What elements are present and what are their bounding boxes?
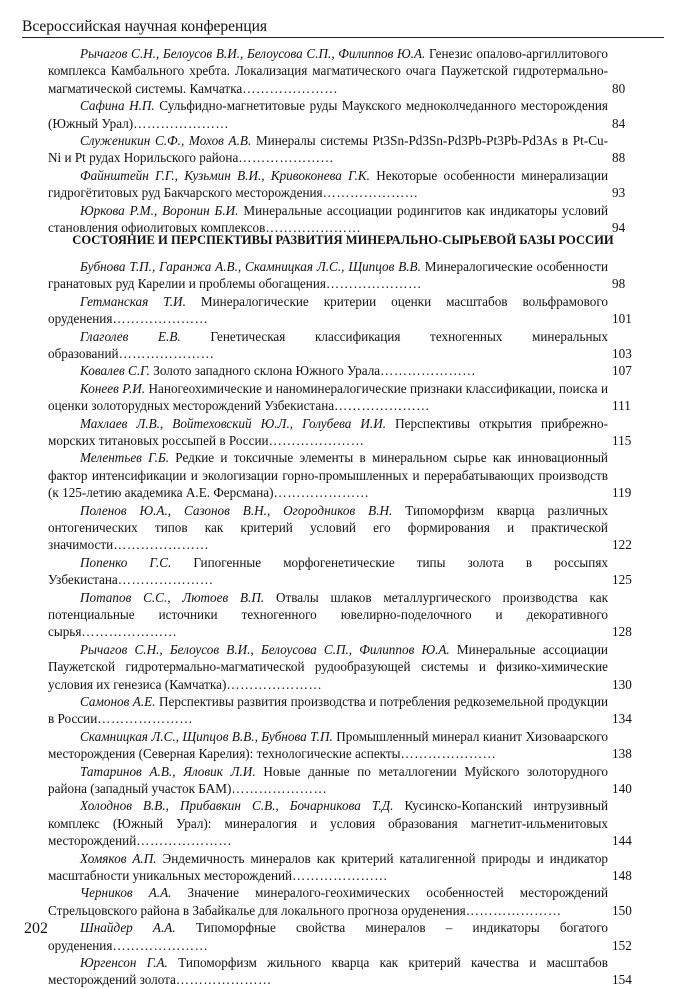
toc-entry-title: Минералогические особенности гранатовых руд Карелии и проблемы обогащения [48, 259, 608, 292]
toc-entry [48, 884, 608, 919]
toc-leader-dots: ………………… [231, 780, 328, 796]
toc-entry-authors: Глаголев Е.В. [80, 328, 181, 344]
toc-entry [48, 850, 608, 885]
section-heading: СОСТОЯНИЕ И ПЕРСПЕКТИВЫ РАЗВИТИЯ МИНЕРАЛЬНО-СЫРЬЕВОЙ БАЗЫ РОССИИ [72, 233, 614, 247]
toc-entry-page: 128 [612, 624, 632, 640]
toc-entry-authors: Шнайдер А.А. [80, 920, 176, 936]
toc-entry-authors: Попенко Г.С. [80, 554, 172, 570]
toc-entry-authors: Ковалев С.Г. [80, 363, 150, 379]
toc-entry-authors: Сафина Н.П. [80, 98, 155, 114]
toc-entry-page: 80 [612, 80, 626, 96]
toc-leader-dots: ………………… [268, 432, 365, 448]
toc-entry-page: 111 [612, 398, 631, 414]
toc-entry-title: Минералогические критерии оценки масштабов вольфрамового оруденения [48, 293, 609, 327]
toc-leader-dots: ………………… [242, 80, 339, 96]
toc-entry-title: Генезис опалово-аргиллитового комплекса Камбального хребта. Локализация магматического очага Паужетской гидротермально-магматической системы. Камчатка [48, 46, 608, 96]
toc-entry-title: Минеральные ассоциации Паужетской гидротермально-магматической рудообразующей системы и физико-химические условия их генезиса (Камчатка) [48, 641, 608, 692]
toc-entry-title: Промышленный минерал кианит Хизоваарского месторождения (Северная Карелия): технологические аспекты [48, 728, 608, 762]
toc-entry-authors: Юргенсон Г.А. [80, 954, 168, 970]
toc-leader-dots: ………………… [117, 572, 214, 588]
toc-entry-authors: Юркова Р.М., Воронин Б.И. [80, 202, 239, 218]
toc-entry-title: Гипогенные морфогенетические типы золота в россыпях Узбекистана [48, 554, 608, 588]
toc-entry-title: Новые данные по металлогении Муйского золоторудного района (западный участок БАМ) [48, 763, 608, 796]
toc-entry-page: 103 [612, 346, 632, 361]
toc-section [48, 258, 608, 989]
toc-leader-dots: ………………… [322, 185, 419, 201]
toc-entry-page: 122 [612, 537, 632, 553]
toc-entry-page: 84 [612, 115, 626, 131]
toc-leader-dots: ………………… [113, 537, 210, 553]
toc-entry-authors: Холоднов В.В., Прибавкин С.В., Бочарникова Т.Д. [80, 798, 394, 814]
toc-leader-dots: ………………… [136, 833, 233, 849]
toc-entry-authors: Махлаев Л.В., Войтеховский Ю.Л., Голубева И.И. [80, 415, 387, 431]
toc-entry-authors: Самонов А.Е. [80, 693, 156, 709]
toc-entry-page: 150 [612, 902, 632, 918]
toc-entry-title: Перспективы развития производства и потребления редкоземельной продукции в России [48, 693, 608, 727]
toc-leader-dots: ………………… [292, 867, 388, 883]
toc-entry-authors: Скамницкая Л.С., Щипцов В.В., Бубнова Т.П. [80, 728, 333, 744]
toc-entry [48, 502, 608, 554]
toc-entry-authors: Мелентьев Г.Б. [80, 450, 170, 466]
toc-entry-title: Некоторые особенности минерализации гидрогётитовых руд Бакчарского месторождения [48, 167, 608, 201]
toc-leader-dots: ………………… [112, 937, 209, 953]
toc-entry-page: 119 [612, 485, 632, 501]
toc-leader-dots: ………………… [465, 902, 562, 918]
toc-entry-title: Отвалы шлаков металлургического производства как потенциальные источники техногенного ювелирно-поделочного и декоративного сырья [48, 589, 609, 640]
toc-entry-page: 115 [612, 433, 632, 448]
toc-entry-page: 94 [612, 220, 626, 235]
toc-entry [48, 954, 608, 989]
toc-entry-authors: Черников А.А. [80, 885, 172, 901]
toc-entry [48, 449, 608, 501]
toc-entry [48, 132, 608, 167]
toc-entry-title: Наногеохимические и наноминералогические признаки классификации, поиска и оценки золоторудных месторождений Узбекистана [48, 380, 608, 414]
toc-entry-page: 154 [612, 972, 632, 988]
toc-entry-authors: Татаринов А.В., Яловик Л.И. [80, 763, 256, 779]
toc-entry-page: 152 [612, 937, 632, 953]
toc-leader-dots: ………………… [175, 972, 272, 988]
toc-entry-authors: Бубнова Т.П., Гаранжа А.В., Скамницкая Л.С., Щипцов В.В. [80, 259, 421, 274]
toc-entry-title: Сульфидно-магнетитовые руды Маукского медноколчеданного месторождения (Южный Урал) [48, 98, 608, 131]
toc-entry-page: 88 [612, 150, 626, 166]
toc-entry-authors: Хомяков А.П. [80, 850, 157, 866]
toc-entry [48, 380, 608, 415]
toc-entry-authors: Конеев Р.И. [80, 380, 146, 396]
toc-entry [48, 362, 608, 379]
toc-entry-title: Эндемичность минералов как критерий каталигенной природы и индикатор масштабности уникальных месторождений [48, 850, 609, 883]
toc-entry [48, 167, 608, 202]
toc-entry-page: 107 [612, 363, 632, 379]
toc-entry-page: 93 [612, 185, 626, 201]
toc-entry [48, 45, 608, 97]
page-number: 202 [24, 920, 48, 937]
toc-entry-authors: Файнштейн Г.Г., Кузьмин В.И., Кривоконева Г.К. [80, 167, 370, 183]
toc-entry-title: Золото западного склона Южного Урала [153, 363, 381, 379]
toc-entry-title: Типоморфные свойства минералов – индикаторы богатого оруденения [48, 920, 609, 953]
toc-leader-dots: ………………… [334, 398, 430, 414]
toc-leader-dots: ………………… [226, 676, 323, 692]
toc-entry-title: Генетическая классификация техногенных минеральных образований [48, 328, 609, 361]
toc-entry-title: Редкие и токсичные элементы в минеральном сырье как инновационный фактор интенсификации и экологизации горно-промышленных и перерабатывающих производств (к 125-летию академика А.Е. Ферсмана) [48, 450, 608, 501]
toc-leader-dots: ………………… [265, 219, 362, 235]
toc-entry [48, 293, 608, 328]
toc-entry-authors: Служеникин С.Ф., Мохов А.В. [80, 132, 252, 148]
toc-entry [48, 97, 608, 132]
toc-entry-page: 140 [612, 781, 632, 796]
toc-leader-dots: ………………… [97, 711, 194, 727]
toc-entry-page: 148 [612, 868, 632, 883]
toc-entry-authors: Гетманская Т.И. [80, 293, 186, 309]
toc-entry-page: 138 [612, 746, 632, 762]
toc-leader-dots: ………………… [133, 115, 230, 131]
toc-entry-title: Типоморфизм кварца различных онтогенических типов как критерий условий его формирования и практической значимости [48, 502, 608, 553]
toc-entry [48, 797, 608, 849]
toc-entry [48, 919, 608, 954]
toc-leader-dots: ………………… [81, 624, 178, 640]
toc-entry [48, 589, 608, 641]
toc-entry-page: 101 [612, 311, 632, 327]
toc-entry-authors: Поленов Ю.А., Сазонов В.Н., Огородников В.Н. [80, 502, 393, 518]
toc-entry [48, 554, 608, 589]
toc-leader-dots: ………………… [112, 311, 209, 327]
toc-entry [48, 641, 608, 693]
toc-leader-dots: ………………… [118, 346, 215, 361]
toc-entry-authors: Рычагов С.Н., Белоусов В.И., Белоусова С.П., Филиппов Ю.А. [80, 46, 426, 61]
toc-entry [48, 728, 608, 763]
toc-top [48, 45, 608, 236]
toc-entry-title: Перспективы открытия прибрежно-морских титановых россыпей в России [48, 415, 609, 448]
toc-entry [48, 763, 608, 798]
toc-leader-dots: ………………… [273, 485, 370, 501]
toc-leader-dots: ………………… [380, 363, 476, 379]
toc-entry [48, 415, 608, 450]
toc-entry-title: Типоморфизм жильного кварца как критерий качества и масштабов месторождений золота [48, 954, 608, 988]
toc-entry-authors: Рычагов С.Н., Белоусов В.И., Белоусова С.П., Филиппов Ю.А. [80, 641, 450, 657]
toc-entry [48, 328, 608, 363]
running-header: Всероссийская научная конференция [22, 18, 268, 35]
toc-entry-page: 144 [612, 833, 632, 849]
toc-entry-page: 130 [612, 676, 632, 692]
toc-entry [48, 258, 608, 293]
toc-entry-title: Минералы системы Pt3Sn-Pd3Sn-Pd3Pb-Pt3Pb-Pd3As в Pt-Cu-Ni и Pt рудах Норильского района [48, 132, 608, 166]
toc-entry-page: 134 [612, 711, 632, 727]
toc-entry [48, 693, 608, 728]
toc-leader-dots: ………………… [325, 276, 422, 292]
toc-entry-title: Значение минералого-геохимических особенностей месторождений Стрельцовского района в Забайкалье для локального прогноза оруденения [48, 885, 609, 918]
toc-entry-title: Кусинско-Копанский интрузивный комплекс (Южный Урал): минералогия и условия образования магнетит-ильменитовых месторождений [48, 798, 609, 849]
toc-entry-page: 125 [612, 572, 632, 588]
toc-leader-dots: ………………… [400, 746, 497, 762]
toc-entry-page: 98 [612, 276, 626, 292]
toc-entry-authors: Потапов С.С., Лютоев В.П. [80, 589, 265, 605]
header-rule [22, 37, 664, 38]
toc-leader-dots: ………………… [238, 150, 335, 166]
toc-entry-title: Минеральные ассоциации родингитов как индикаторы условий становления офиолитовых комплексов [48, 202, 609, 235]
